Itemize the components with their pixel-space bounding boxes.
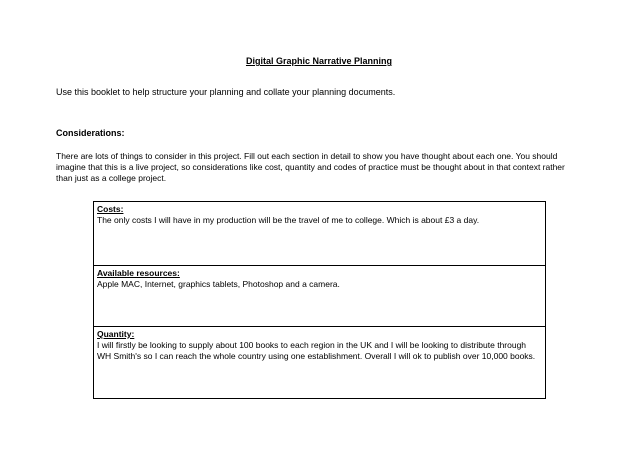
costs-cell bbox=[94, 202, 546, 266]
quantity-cell bbox=[94, 327, 546, 399]
table-row-resources bbox=[94, 266, 546, 327]
table-row-costs bbox=[94, 202, 546, 266]
resources-text: Apple MAC, Internet, graphics tablets, Photoshop and a camera. bbox=[97, 279, 340, 289]
document-title: Digital Graphic Narrative Planning bbox=[245, 56, 393, 66]
quantity-text: I will firstly be looking to supply about 100 books to each region in the UK and I will be looking to distribute through WH Smith's so I can reach the whole country using one establishment. Overall I will ok to publish over 10,000 books. bbox=[97, 340, 536, 361]
table-row-quantity bbox=[94, 327, 546, 399]
planning-table bbox=[93, 201, 546, 399]
resources-heading: Available resources: bbox=[97, 268, 180, 278]
resources-cell bbox=[94, 266, 546, 327]
quantity-heading: Quantity: bbox=[97, 329, 135, 339]
intro-text: Use this booklet to help structure your planning and collate your planning documents. bbox=[56, 87, 396, 97]
costs-heading: Costs: bbox=[97, 204, 124, 214]
considerations-body: There are lots of things to consider in this project. Fill out each section in detail to show you have thought about each one. You should imagine that this is a live project, so considerations like cost, quantity and codes of practice must be thought about in that context rather than just as a college project. bbox=[56, 151, 565, 183]
considerations-heading: Considerations: bbox=[56, 128, 125, 138]
costs-text: The only costs I will have in my production will be the travel of me to college. Which is about £3 a day. bbox=[97, 215, 480, 225]
